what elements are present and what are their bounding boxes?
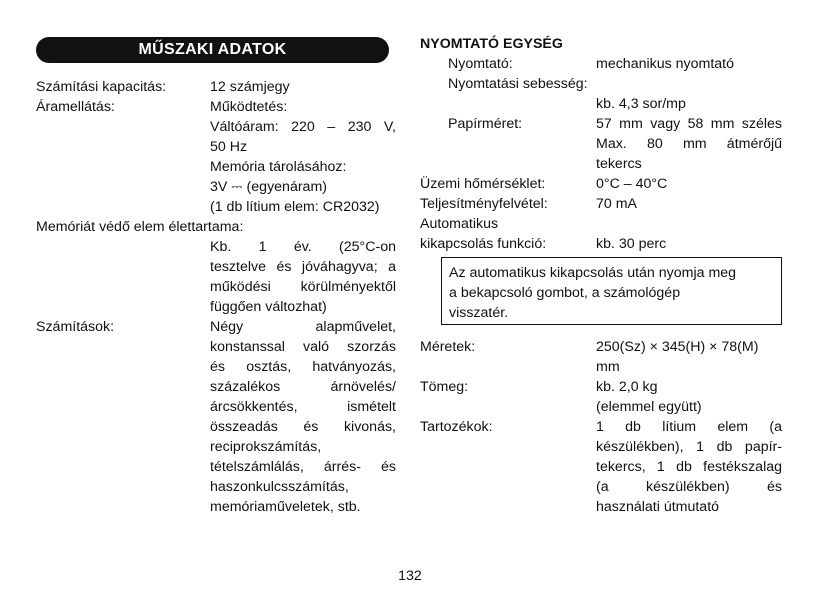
printer-label: Nyomtató: bbox=[448, 56, 513, 72]
calc-line: Négy alapművelet, bbox=[210, 319, 396, 335]
printer-heading: NYOMTATÓ EGYSÉG bbox=[420, 36, 563, 52]
calc-line: konstanssal való szorzás bbox=[210, 339, 396, 355]
accessories-label: Tartozékok: bbox=[420, 419, 493, 435]
consumption-label: Teljesítményfelvétel: bbox=[420, 196, 548, 212]
battery-life-label: Memóriát védő elem élettartama: bbox=[36, 219, 244, 235]
accessories-line: készülékben), 1 db papír- bbox=[596, 439, 782, 455]
section-header-pill bbox=[36, 37, 389, 63]
calc-line: árcsökkentés, ismételt bbox=[210, 399, 396, 415]
battery-life-line: függően változhat) bbox=[210, 299, 327, 315]
dimensions-label: Méretek: bbox=[420, 339, 476, 355]
power-label: Áramellátás: bbox=[36, 99, 115, 115]
dimensions-unit: mm bbox=[596, 359, 620, 375]
power-operation: Működtetés: bbox=[210, 99, 288, 115]
battery-life-line: Kb. 1 év. (25°C-on bbox=[210, 239, 396, 255]
calc-line: reciprokszámítás, bbox=[210, 439, 322, 455]
calc-line: memóriaműveletek, stb. bbox=[210, 499, 361, 515]
printer-value: mechanikus nyomtató bbox=[596, 56, 735, 72]
calc-line: összeadás és kivonás, bbox=[210, 419, 396, 435]
calc-line: haszonkulcsszámítás, bbox=[210, 479, 349, 495]
note-line: visszatér. bbox=[449, 305, 509, 321]
power-dc: 3V ⎓ (egyenáram) bbox=[210, 179, 327, 195]
section-title: MŰSZAKI ADATOK bbox=[138, 41, 287, 58]
note-line: Az automatikus kikapcsolás után nyomja meg bbox=[449, 265, 737, 281]
weight-label: Tömeg: bbox=[420, 379, 469, 395]
power-memory: Memória tárolásához: bbox=[210, 159, 347, 175]
capacity-label: Számítási kapacitás: bbox=[36, 79, 167, 95]
auto-off-label-cont: kikapcsolás funkció: bbox=[420, 236, 547, 252]
accessories-line: tekercs, 1 db festékszalag bbox=[596, 459, 782, 475]
paper-line: Max. 80 mm átmérőjű bbox=[596, 136, 782, 152]
accessories-line: használati útmutató bbox=[596, 499, 720, 515]
battery-life-line: működési körülményektől bbox=[210, 279, 396, 295]
weight-value: kb. 2,0 kg bbox=[596, 379, 658, 395]
power-hz: 50 Hz bbox=[210, 139, 248, 155]
speed-label: Nyomtatási sebesség: bbox=[448, 76, 588, 92]
calc-line: tételszámlálás, árrés- és bbox=[210, 459, 396, 475]
note-line: a bekapcsoló gombot, a számológép bbox=[449, 285, 681, 301]
calc-label: Számítások: bbox=[36, 319, 115, 335]
temp-label: Üzemi hőmérséklet: bbox=[420, 176, 546, 192]
calc-line: és osztás, hatványozás, bbox=[210, 359, 396, 375]
paper-line: 57 mm vagy 58 mm széles bbox=[596, 116, 782, 132]
auto-off-label: Automatikus bbox=[420, 216, 499, 232]
battery-life-line: tesztelve és jóváhagyva; a bbox=[210, 259, 396, 275]
consumption-value: 70 mA bbox=[596, 196, 638, 212]
weight-note: (elemmel együtt) bbox=[596, 399, 702, 415]
auto-off-value: kb. 30 perc bbox=[596, 236, 667, 252]
accessories-line: 1 db lítium elem (a bbox=[596, 419, 782, 435]
power-ac: Váltóáram: 220 – 230 V, bbox=[210, 119, 396, 135]
paper-label: Papírméret: bbox=[448, 116, 523, 132]
capacity-value: 12 számjegy bbox=[210, 79, 290, 95]
dimensions-value: 250(Sz) × 345(H) × 78(M) bbox=[596, 339, 759, 355]
accessories-line: (a készülékben) és bbox=[596, 479, 782, 495]
temp-value: 0°C – 40°C bbox=[596, 176, 668, 192]
page-number: 132 bbox=[398, 568, 422, 584]
speed-value: kb. 4,3 sor/mp bbox=[596, 96, 686, 112]
paper-line: tekercs bbox=[596, 156, 642, 172]
power-cell: (1 db lítium elem: CR2032) bbox=[210, 199, 380, 215]
calc-line: százalékos árnövelés/ bbox=[210, 379, 396, 395]
